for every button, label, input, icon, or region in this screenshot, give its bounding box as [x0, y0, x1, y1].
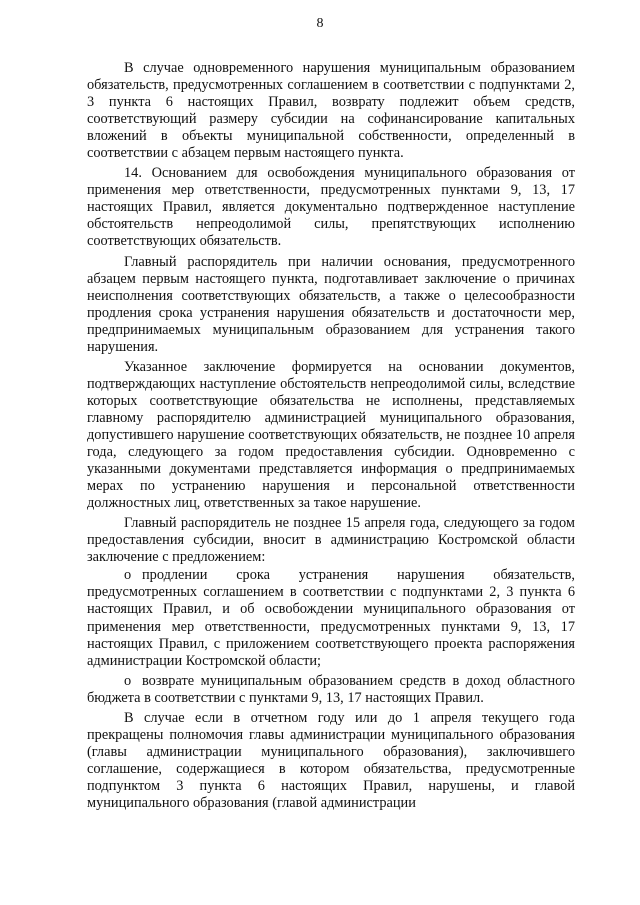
document-body [87, 60, 575, 815]
paragraph-main-administrator-conclusion: Главный распорядитель при наличии основания, предусмотренного абзацем первым настоящего пункта, подготавливает заключение о причинах неисполнения соответствующих обязательств, а также о целесообразности продления срока устранения нарушения обязательств и достаточности мер, предпринимаемых муниципальным образованием для устранения такого нарушения. [87, 253, 575, 355]
page-number: 8 [316, 16, 324, 31]
bullet-marker: о [124, 672, 132, 689]
paragraph-14-force-majeure: 14. Основанием для освобождения муниципального образования от применения мер ответственности, предусмотренных пунктами 9, 13, 17 настоящих Правил, является документально подтвержденное наступление обстоятельств непреодолимой силы, препятствующих исполнению соответствующих обязательств. [87, 165, 575, 250]
list-item-extension-proposal [87, 567, 575, 669]
paragraph-proposal-deadline: Главный распорядитель не позднее 15 апреля года, следующего за годом предоставления субсидии, вносит в администрацию Костромской области заключение с предложением: [87, 515, 575, 566]
paragraph-return-of-funds: В случае одновременного нарушения муниципальным образованием обязательств, предусмотренных соглашением в соответствии с подпунктами 2, 3 пункта 6 настоящих Правил, возврату подлежит объем средств, соответствующий размеру субсидии на софинансирование капитальных вложений в объекты муниципальной собственности, определенный в соответствии с абзацем первым настоящего пункта. [87, 60, 575, 162]
paragraph-conclusion-documents: Указанное заключение формируется на основании документов, подтверждающих наступление обстоятельств непреодолимой силы, вследствие которых соответствующие обязательства не исполнены, представляемых главному распорядителю администрацией муниципального образования, допустившего нарушение соответствующих обязательств, не позднее 10 апреля года, следующего за годом предоставления субсидии. Одновременно с указанными документами представляется информация о предпринимаемых мерах по устранению нарушения и персональной ответственности должностных лиц, ответственных за такое нарушение. [87, 358, 575, 512]
bullet-text: возврате муниципальным образованием средств в доход областного бюджета в соответствии с пунктами 9, 13, 17 настоящих Правил. [87, 672, 575, 706]
bullet-text: продлении срока устранения нарушения обязательств, предусмотренных соглашением в соответствии с подпунктами 2, 3 пункта 6 настоящих Правил, и об освобождении муниципального образования от применения мер ответственности, предусмотренных пунктами 9, 13, 17 настоящих Правил, с приложением соответствующего проекта распоряжения администрации Костромской области; [87, 567, 575, 669]
paragraph-termination-of-powers: В случае если в отчетном году или до 1 апреля текущего года прекращены полномочия главы администрации муниципального образования (главы администрации муниципального образования), заключившего соглашение, содержащиеся в котором обязательства, предусмотренные подпунктом 3 пункта 6 настоящих Правил, нарушены, и главой муниципального образования (главой администрации [87, 709, 575, 811]
list-item-return-proposal [87, 673, 575, 707]
bullet-marker: о [124, 567, 132, 584]
